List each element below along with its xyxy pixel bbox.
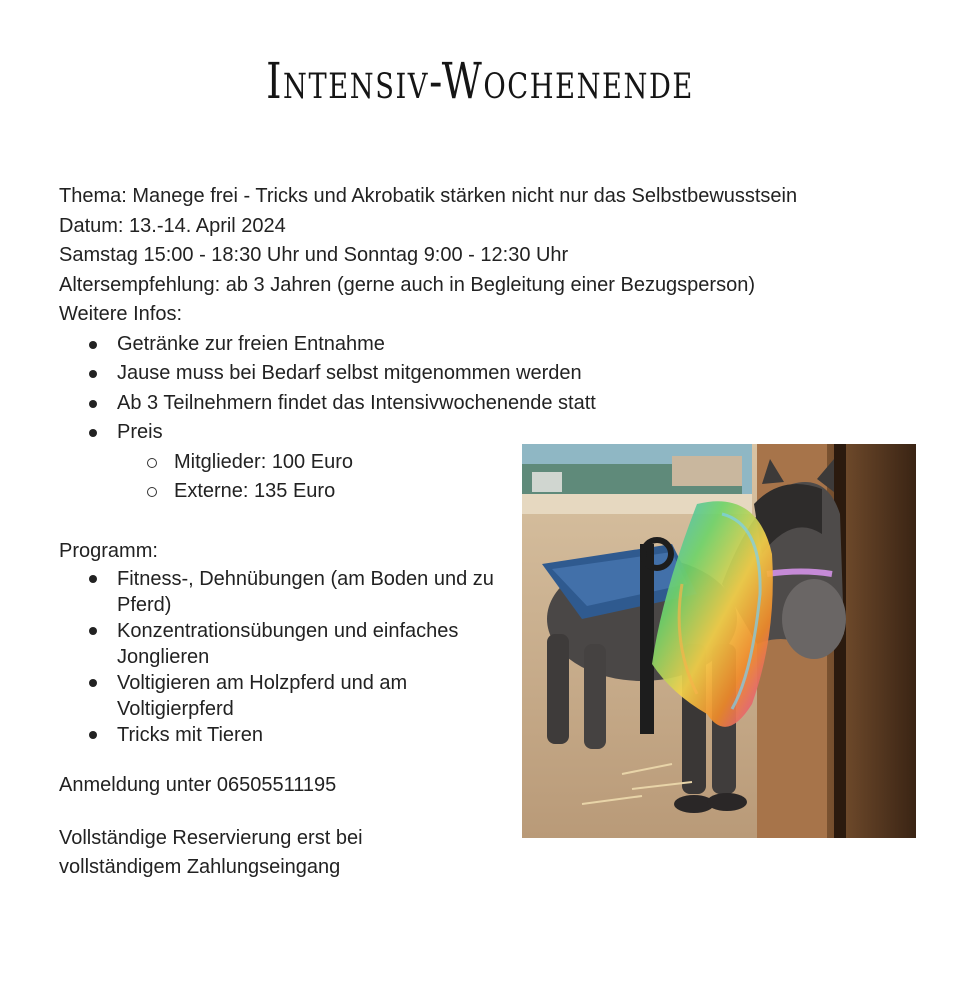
times-line: Samstag 15:00 - 18:30 Uhr und Sonntag 9:00 - 12:30 Uhr [59, 244, 569, 266]
program-item-fitness: Fitness-, Dehnübungen (am Boden und zu Pferd) [88, 566, 508, 618]
price-label: Preis [117, 421, 163, 443]
more-info-heading: Weitere Infos: [59, 303, 183, 325]
info-item-drinks: Getränke zur freien Entnahme [88, 330, 939, 360]
date-line: Datum: 13.-14. April 2024 [59, 214, 286, 237]
program-item-tricks: Tricks mit Tieren [88, 722, 508, 748]
info-item-snack: Jause muss bei Bedarf selbst mitgenommen werden [88, 359, 939, 389]
price-members: Mitglieder: 100 Euro [174, 448, 939, 478]
page-title: Intensiv-Wochenende [266, 52, 694, 110]
program-item-juggling: Konzentrationsübungen und einfaches Jonglieren [88, 618, 508, 670]
registration-line: Anmeldung unter 06505511195 [59, 774, 337, 796]
program-item-vaulting: Voltigieren am Holzpferd und am Voltigierpferd [88, 670, 508, 722]
theme-line: Thema: Manege frei - Tricks und Akrobatik stärken nicht nur das Selbstbewusstsein [59, 185, 798, 207]
info-item-min-participants: Ab 3 Teilnehmern findet das Intensivwochenende statt [88, 389, 939, 419]
pony-photo [522, 444, 916, 838]
price-external: Externe: 135 Euro [174, 477, 939, 507]
reservation-note: Vollständige Reservierung erst bei vollständigem Zahlungseingang [59, 826, 363, 878]
age-line: Altersempfehlung: ab 3 Jahren (gerne auch in Begleitung einer Bezugsperson) [59, 273, 755, 296]
program-list [59, 566, 508, 748]
program-heading: Programm: [59, 539, 158, 562]
